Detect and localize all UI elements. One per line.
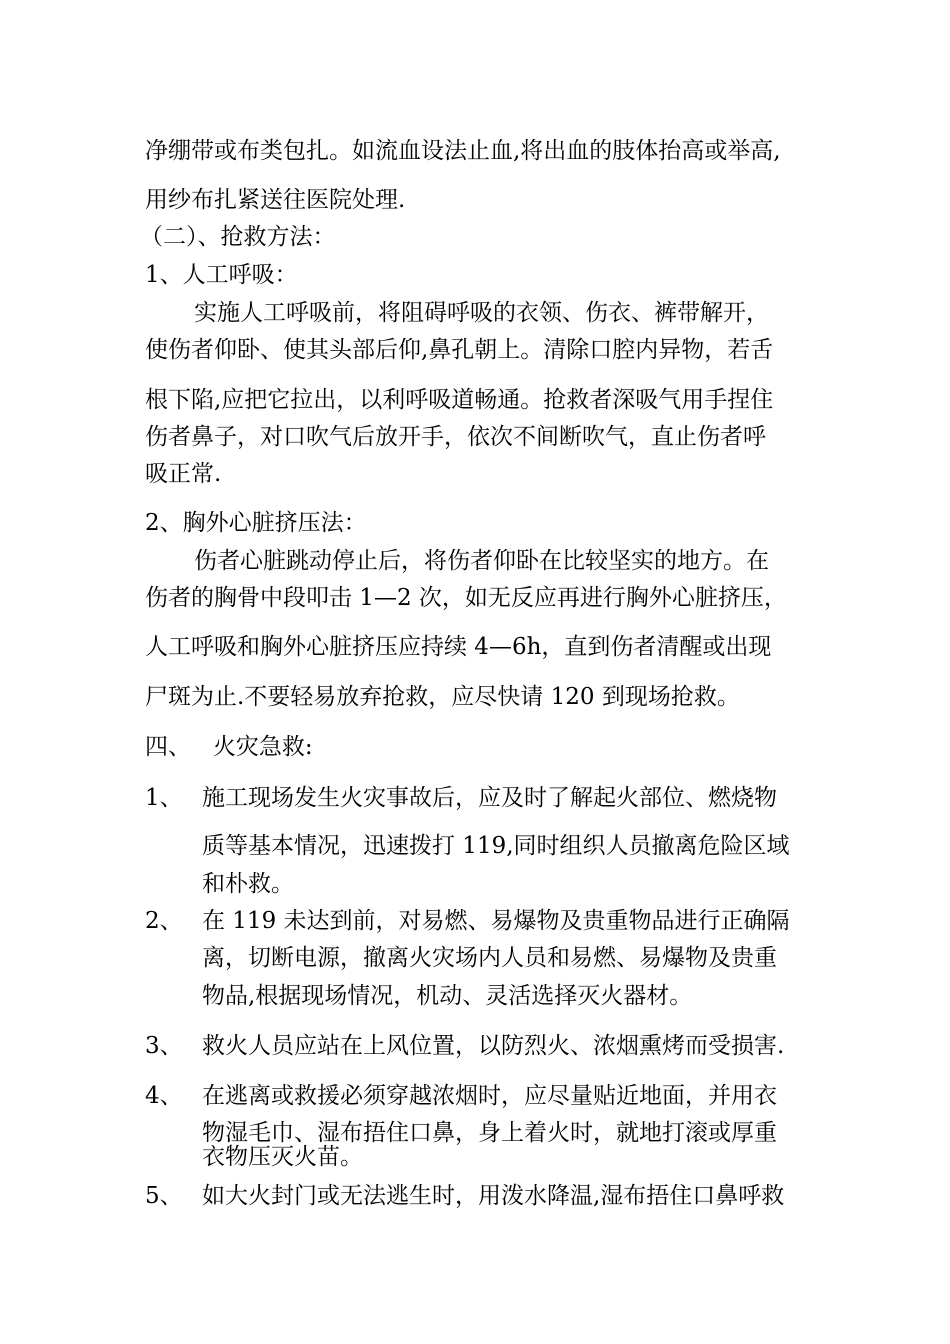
list-item-line: 离，切断电源，撤离火灾场内人员和易燃、易爆物及贵重 xyxy=(202,945,777,971)
list-item-number: 2、 xyxy=(145,908,183,934)
body-line: 伤者心脏跳动停止后，将伤者仰卧在比较坚实的地方。在 xyxy=(194,548,769,574)
list-item-line: 如大火封门或无法逃生时，用泼水降温,湿布捂住口鼻呼救 xyxy=(202,1183,785,1209)
body-line: 伤者的胸骨中段叩击 1—2 次，如无反应再进行胸外心脏挤压， xyxy=(145,585,787,611)
body-line: 根下陷,应把它拉出，以利呼吸道畅通。抢救者深吸气用手捏住 xyxy=(145,387,774,413)
body-line: 使伤者仰卧、使其头部后仰,鼻孔朝上。清除口腔内异物，若舌 xyxy=(145,337,774,363)
list-item-line: 衣物压灭火苗。 xyxy=(202,1144,363,1170)
list-item-line: 和朴救。 xyxy=(202,871,294,897)
list-item-line: 在逃离或救援必须穿越浓烟时，应尽量贴近地面，并用衣 xyxy=(202,1083,777,1109)
list-item-line: 施工现场发生火灾事故后，应及时了解起火部位、燃烧物 xyxy=(202,785,777,811)
list-item-number: 1、 xyxy=(145,785,183,811)
list-item-line: 在 119 未达到前，对易燃、易爆物及贵重物品进行正确隔 xyxy=(202,908,790,934)
list-item-line: 救火人员应站在上风位置，以防烈火、浓烟熏烤而受损害. xyxy=(202,1033,785,1059)
body-line: 实施人工呼吸前，将阻碍呼吸的衣领、伤衣、裤带解开， xyxy=(194,300,769,326)
list-item-line: 物品,根据现场情况，机动、灵活选择灭火器材。 xyxy=(202,983,693,1009)
sub-heading: 2、胸外心脏挤压法： xyxy=(145,510,367,536)
section-heading: 四、 火灾急救: xyxy=(145,734,313,760)
body-line: 用纱布扎紧送往医院处理. xyxy=(145,187,406,213)
list-item-number: 3、 xyxy=(145,1033,183,1059)
body-line: 人工呼吸和胸外心脏挤压应持续 4—6h，直到伤者清醒或出现 xyxy=(145,634,772,660)
list-item-number: 4、 xyxy=(145,1083,183,1109)
list-item-line: 质等基本情况，迅速拨打 119,同时组织人员撤离危险区域 xyxy=(202,833,790,859)
body-line: 伤者鼻子，对口吹气后放开手，依次不间断吹气，直止伤者呼 xyxy=(145,424,766,450)
body-line: 净绷带或布类包扎。如流血设法止血,将出血的肢体抬高或举高, xyxy=(145,138,781,164)
body-line: 尸斑为止.不要轻易放弃抢救，应尽快请 120 到现场抢救。 xyxy=(145,684,740,710)
section-heading: （二）、抢救方法： xyxy=(140,224,336,250)
list-item-line: 物湿毛巾、湿布捂住口鼻，身上着火时，就地打滚或厚重 xyxy=(202,1120,777,1146)
sub-heading: 1、人工呼吸： xyxy=(145,262,298,288)
list-item-number: 5、 xyxy=(145,1183,183,1209)
body-line: 吸正常. xyxy=(145,461,222,487)
